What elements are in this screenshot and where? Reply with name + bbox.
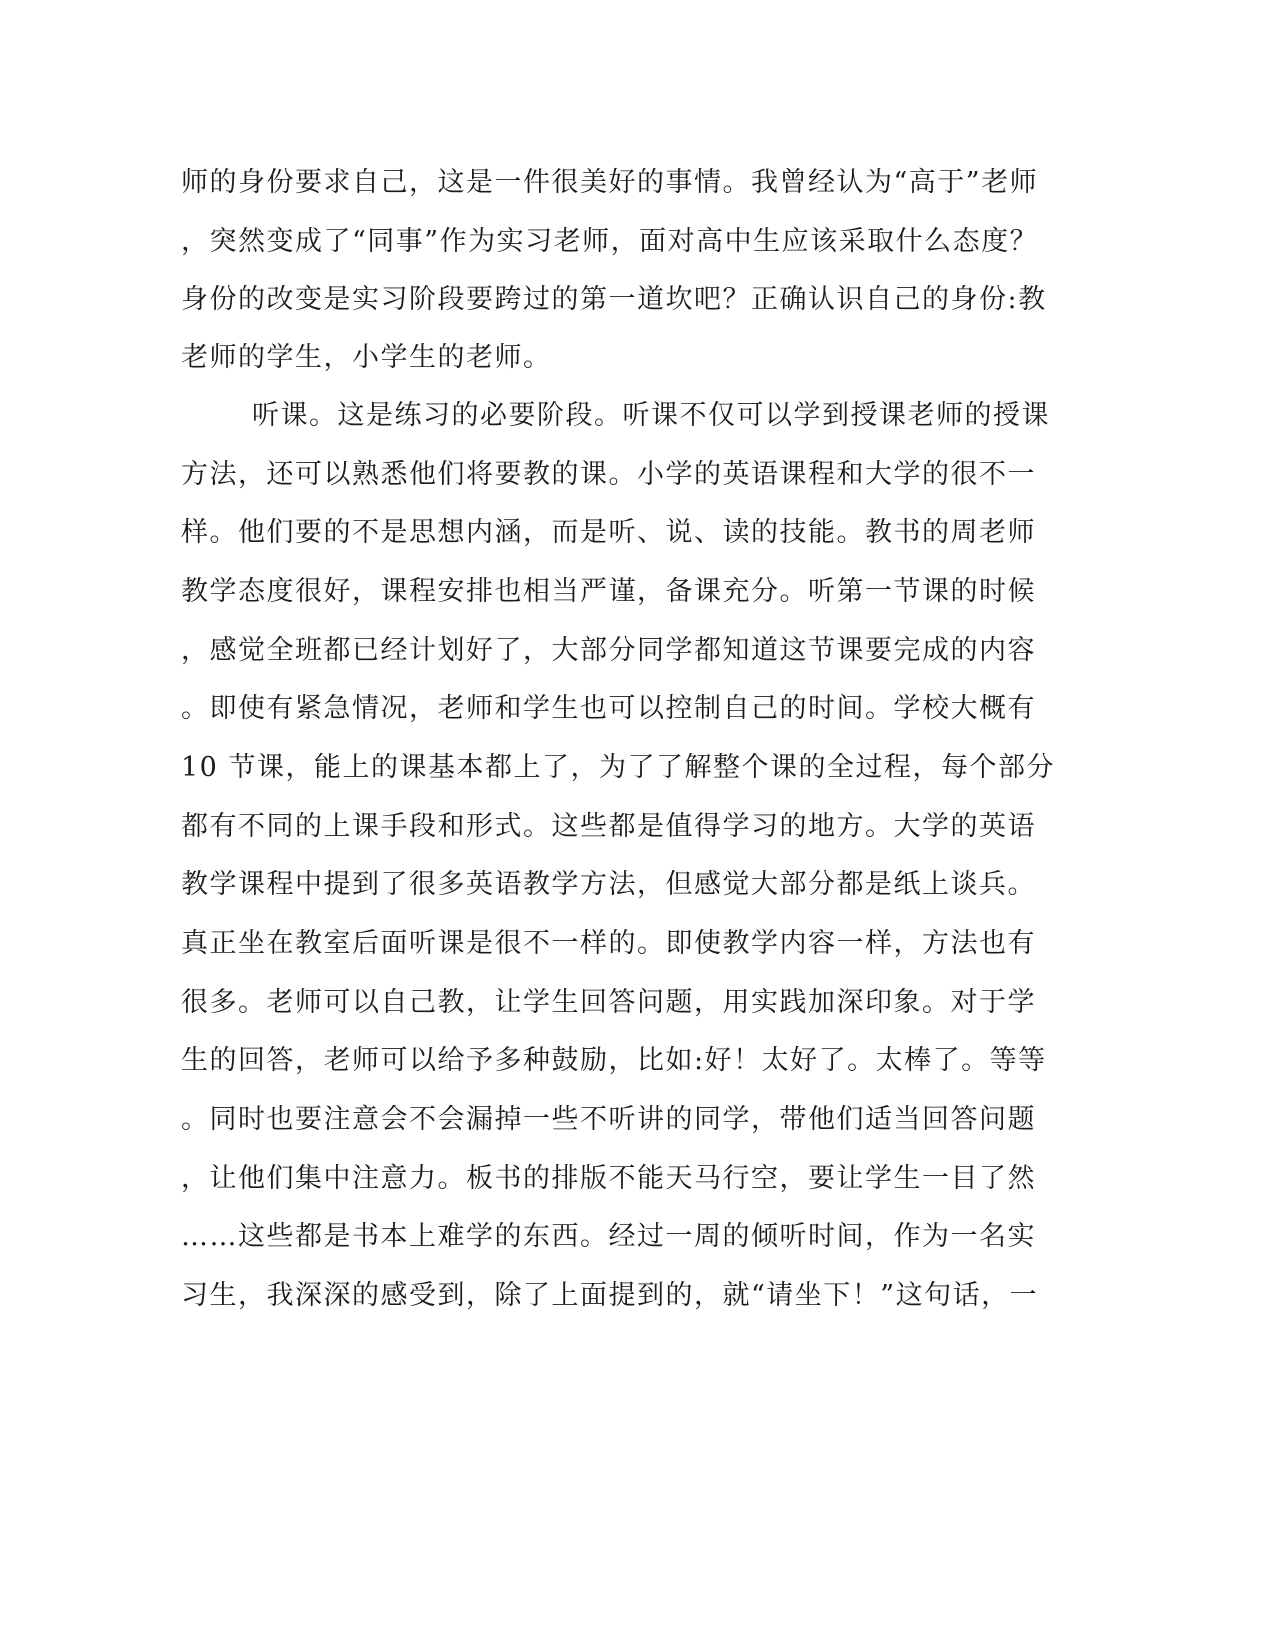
text-line: ，突然变成了“同事”作为实习老师，面对高中生应该采取什么态度？ — [181, 226, 1039, 257]
text-line: 身份的改变是实习阶段要跨过的第一道坎吧？正确认识自己的身份:教 — [181, 284, 1047, 315]
text-line: 样。他们要的不是思想内涵，而是听、说、读的技能。教书的周老师 — [181, 517, 1036, 548]
text-line: 。即使有紧急情况，老师和学生也可以控制自己的时间。学校大概有 — [181, 693, 1036, 724]
text-line: 10 节课，能上的课基本都上了，为了了解整个课的全过程，每个部分 — [181, 752, 1055, 783]
text-line: ……这些都是书本上难学的东西。经过一周的倾听时间，作为一名实 — [181, 1221, 1036, 1252]
text-line: 师的身份要求自己，这是一件很美好的事情。我曾经认为“高于”老师 — [181, 167, 1039, 198]
text-line: 。同时也要注意会不会漏掉一些不听讲的同学，带他们适当回答问题 — [181, 1104, 1036, 1135]
text-line: 真正坐在教室后面听课是很不一样的。即使教学内容一样，方法也有 — [181, 928, 1036, 959]
text-line: 习生，我深深的感受到，除了上面提到的，就“请坐下！”这句话，一 — [181, 1280, 1039, 1311]
text-line: 很多。老师可以自己教，让学生回答问题，用实践加深印象。对于学 — [181, 987, 1036, 1018]
paragraph-first-line: 听课。这是练习的必要阶段。听课不仅可以学到授课老师的授课 — [252, 400, 1050, 431]
text-line: 生的回答，老师可以给予多种鼓励，比如:好！太好了。太棒了。等等 — [181, 1045, 1047, 1076]
text-line: 教学态度很好，课程安排也相当严谨，备课充分。听第一节课的时候 — [181, 576, 1036, 607]
text-line: ，感觉全班都已经计划好了，大部分同学都知道这节课要完成的内容 — [181, 635, 1036, 666]
text-line: 方法，还可以熟悉他们将要教的课。小学的英语课程和大学的很不一 — [181, 459, 1036, 490]
text-line: 都有不同的上课手段和形式。这些都是值得学习的地方。大学的英语 — [181, 811, 1036, 842]
text-line: 教学课程中提到了很多英语教学方法，但感觉大部分都是纸上谈兵。 — [181, 869, 1036, 900]
text-line: ，让他们集中注意力。板书的排版不能天马行空，要让学生一目了然 — [181, 1163, 1036, 1194]
text-line: 老师的学生，小学生的老师。 — [181, 342, 552, 373]
